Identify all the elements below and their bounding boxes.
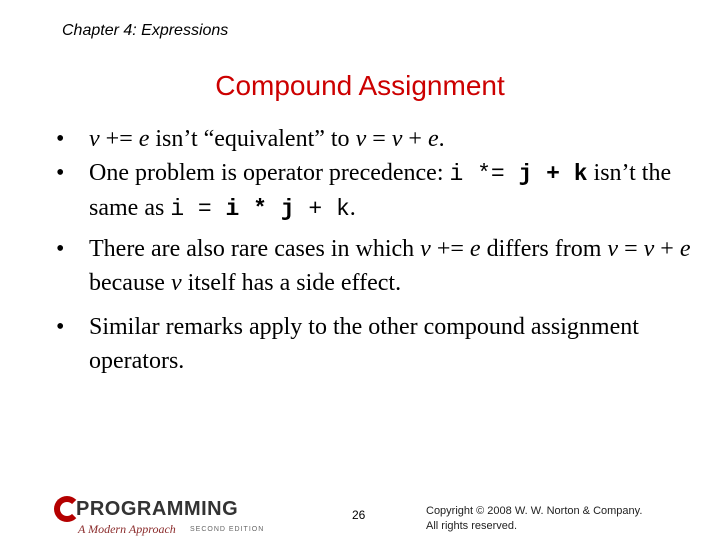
bullet-text: differs from	[480, 236, 608, 262]
bullet-text: .	[349, 195, 356, 221]
logo-subtitle: A Modern Approach	[78, 522, 176, 536]
var-v: v	[391, 126, 403, 152]
slide-title: Compound Assignment	[215, 70, 505, 101]
operator: +	[654, 236, 680, 262]
bullet-item	[56, 232, 696, 300]
var-v: v	[355, 126, 367, 152]
var-v: v	[170, 270, 182, 296]
code-snippet: i *=	[449, 161, 519, 187]
var-v: v	[643, 236, 655, 262]
bullet-marker: •	[56, 160, 65, 186]
code-snippet-bold: j + k	[518, 161, 588, 187]
var-e: e	[427, 126, 439, 152]
copyright-notice	[426, 504, 706, 534]
operator: +=	[430, 236, 470, 262]
publisher-logo	[54, 496, 274, 540]
var-e: e	[138, 126, 150, 152]
copyright-line: Copyright © 2008 W. W. Norton & Company.	[426, 505, 643, 517]
chapter-header: Chapter 4: Expressions	[62, 22, 229, 39]
bullet-text: itself has a side effect.	[181, 270, 402, 296]
bullet-item	[56, 310, 696, 378]
bullet-marker: •	[56, 126, 65, 152]
bullet-text: isn’t “equivalent” to	[149, 126, 356, 152]
bullet-text: There are also rare cases in which	[89, 236, 421, 262]
page-number: 26	[352, 508, 366, 522]
code-snippet: i =	[170, 196, 226, 222]
operator: =	[618, 236, 644, 262]
bullet-text: Similar remarks apply to the other compound assignment operators.	[89, 314, 639, 374]
var-e: e	[679, 236, 691, 262]
var-v: v	[607, 236, 619, 262]
operator: =	[366, 126, 392, 152]
operator: +=	[99, 126, 139, 152]
operator: +	[402, 126, 428, 152]
logo-edition: SECOND EDITION	[190, 526, 265, 533]
var-v: v	[89, 126, 100, 152]
bullet-text: .	[438, 126, 445, 152]
bullet-item	[56, 122, 696, 156]
bullet-item	[56, 156, 696, 226]
bullet-marker: •	[56, 236, 65, 262]
var-v: v	[420, 236, 431, 262]
bullet-text: One problem is operator precedence:	[89, 160, 450, 186]
bullet-list	[56, 122, 696, 378]
code-snippet: + k	[294, 196, 350, 222]
bullet-text: isn’t the same as	[89, 160, 672, 221]
logo-wordmark: PROGRAMMING	[76, 498, 239, 520]
bullet-text: because	[89, 270, 171, 296]
var-e: e	[469, 236, 481, 262]
copyright-line: All rights reserved.	[426, 520, 518, 532]
code-snippet-bold: i * j	[225, 196, 295, 222]
bullet-marker: •	[56, 314, 65, 340]
